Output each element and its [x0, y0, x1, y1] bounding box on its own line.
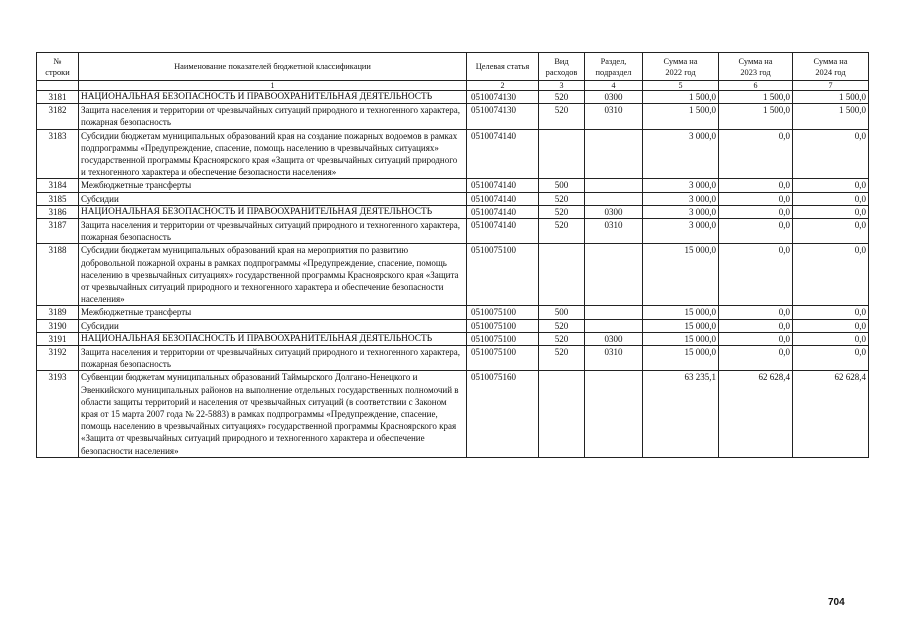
row-expense-kind: 520 — [539, 205, 585, 218]
row-target-article: 0510074130 — [467, 104, 539, 129]
row-sum-2023: 0,0 — [719, 179, 793, 192]
col-header-target: Целевая статья — [467, 53, 539, 81]
row-name: Защита населения и территории от чрезвычайных ситуаций природного и техногенного характера, пожарная безопасность — [79, 219, 467, 244]
row-sum-2024: 0,0 — [793, 319, 869, 332]
row-sum-2023: 62 628,4 — [719, 371, 793, 457]
table-row — [37, 371, 869, 457]
row-section: 0310 — [585, 219, 643, 244]
row-sum-2022: 15 000,0 — [643, 306, 719, 319]
row-sum-2024: 0,0 — [793, 192, 869, 205]
row-number: 3193 — [37, 371, 79, 457]
col-number — [37, 81, 79, 91]
row-expense-kind: 500 — [539, 179, 585, 192]
row-number: 3182 — [37, 104, 79, 129]
row-name: Субсидии — [79, 319, 467, 332]
table-row — [37, 332, 869, 345]
row-sum-2024: 0,0 — [793, 306, 869, 319]
row-section: 0300 — [585, 205, 643, 218]
col-header-sum-2023: Сумма на 2023 год — [719, 53, 793, 81]
row-target-article: 0510074140 — [467, 192, 539, 205]
row-expense-kind: 520 — [539, 346, 585, 371]
table-row — [37, 346, 869, 371]
row-sum-2023: 0,0 — [719, 205, 793, 218]
col-number: 1 — [79, 81, 467, 91]
row-name: НАЦИОНАЛЬНАЯ БЕЗОПАСНОСТЬ И ПРАВООХРАНИТЕЛЬНАЯ ДЕЯТЕЛЬНОСТЬ — [79, 91, 467, 104]
row-expense-kind: 520 — [539, 319, 585, 332]
col-header-sum-2022: Сумма на 2022 год — [643, 53, 719, 81]
table-row — [37, 319, 869, 332]
table-row — [37, 219, 869, 244]
row-section — [585, 319, 643, 332]
row-sum-2022: 1 500,0 — [643, 104, 719, 129]
col-number: 4 — [585, 81, 643, 91]
row-number: 3191 — [37, 332, 79, 345]
row-expense-kind: 520 — [539, 219, 585, 244]
row-number: 3181 — [37, 91, 79, 104]
row-sum-2024: 0,0 — [793, 332, 869, 345]
row-sum-2022: 1 500,0 — [643, 91, 719, 104]
row-number: 3188 — [37, 244, 79, 306]
row-name: Межбюджетные трансферты — [79, 306, 467, 319]
row-name: НАЦИОНАЛЬНАЯ БЕЗОПАСНОСТЬ И ПРАВООХРАНИТЕЛЬНАЯ ДЕЯТЕЛЬНОСТЬ — [79, 205, 467, 218]
table-header — [37, 53, 869, 91]
row-sum-2022: 63 235,1 — [643, 371, 719, 457]
row-sum-2023: 0,0 — [719, 129, 793, 179]
table-row — [37, 244, 869, 306]
row-section: 0300 — [585, 332, 643, 345]
row-sum-2022: 15 000,0 — [643, 244, 719, 306]
table-row — [37, 179, 869, 192]
row-section — [585, 129, 643, 179]
row-sum-2022: 15 000,0 — [643, 332, 719, 345]
row-sum-2024: 0,0 — [793, 219, 869, 244]
row-sum-2022: 3 000,0 — [643, 205, 719, 218]
row-name: Межбюджетные трансферты — [79, 179, 467, 192]
row-number: 3184 — [37, 179, 79, 192]
col-number: 5 — [643, 81, 719, 91]
row-sum-2022: 3 000,0 — [643, 129, 719, 179]
table-row — [37, 306, 869, 319]
row-sum-2022: 15 000,0 — [643, 346, 719, 371]
row-sum-2023: 0,0 — [719, 332, 793, 345]
col-number: 6 — [719, 81, 793, 91]
row-number: 3189 — [37, 306, 79, 319]
row-sum-2023: 0,0 — [719, 346, 793, 371]
row-sum-2023: 0,0 — [719, 192, 793, 205]
col-header-section: Раздел, подраздел — [585, 53, 643, 81]
row-sum-2022: 3 000,0 — [643, 179, 719, 192]
row-section — [585, 244, 643, 306]
row-target-article: 0510074140 — [467, 205, 539, 218]
row-sum-2022: 3 000,0 — [643, 219, 719, 244]
row-expense-kind: 520 — [539, 332, 585, 345]
row-target-article: 0510075100 — [467, 332, 539, 345]
row-sum-2023: 0,0 — [719, 306, 793, 319]
row-name: Субвенции бюджетам муниципальных образований Таймырского Долгано-Ненецкого и Эвенкийского муниципальных районов на выполнение отдельных государственных полномочий в области защиты территорий и населения от чрезвычайных ситуаций (в соответствии с Законом края от 15 марта 2007 года № 22-5883) в рамках подпрограммы «Предупреждение, спасение, помощь населению в чрезвычайных ситуациях» государственной программы Красноярского края «Защита от чрезвычайных ситуаций природного и техногенного характера и обеспечение безопасности населения» — [79, 371, 467, 457]
row-section — [585, 192, 643, 205]
table-row — [37, 129, 869, 179]
row-section: 0310 — [585, 104, 643, 129]
row-section — [585, 179, 643, 192]
budget-table — [36, 52, 869, 458]
row-expense-kind: 520 — [539, 91, 585, 104]
col-number: 2 — [467, 81, 539, 91]
row-section — [585, 306, 643, 319]
row-sum-2023: 1 500,0 — [719, 104, 793, 129]
row-name: Субсидии — [79, 192, 467, 205]
col-header-kind: Вид расходов — [539, 53, 585, 81]
row-target-article: 0510075100 — [467, 306, 539, 319]
col-number: 7 — [793, 81, 869, 91]
row-section: 0310 — [585, 346, 643, 371]
row-target-article: 0510075100 — [467, 346, 539, 371]
row-sum-2023: 0,0 — [719, 244, 793, 306]
row-target-article: 0510074140 — [467, 179, 539, 192]
row-target-article: 0510075100 — [467, 244, 539, 306]
row-expense-kind: 500 — [539, 306, 585, 319]
row-sum-2023: 0,0 — [719, 219, 793, 244]
row-target-article: 0510075100 — [467, 319, 539, 332]
row-number: 3183 — [37, 129, 79, 179]
row-sum-2024: 0,0 — [793, 346, 869, 371]
row-sum-2022: 3 000,0 — [643, 192, 719, 205]
row-target-article: 0510074130 — [467, 91, 539, 104]
row-target-article: 0510075160 — [467, 371, 539, 457]
page-number: 704 — [828, 597, 845, 608]
row-expense-kind — [539, 371, 585, 457]
column-number-row — [37, 81, 869, 91]
row-name: Субсидии бюджетам муниципальных образований края на мероприятия по развитию добровольной пожарной охраны в рамках подпрограммы «Предупреждение, спасение, помощь населению в чрезвычайных ситуациях» государственной программы Красноярского края «Защита от чрезвычайных ситуаций природного и техногенного характера и обеспечение безопасности населения» — [79, 244, 467, 306]
col-header-sum-2024: Сумма на 2024 год — [793, 53, 869, 81]
row-sum-2022: 15 000,0 — [643, 319, 719, 332]
row-sum-2023: 0,0 — [719, 319, 793, 332]
col-header-row-no: № строки — [37, 53, 79, 81]
row-name: Субсидии бюджетам муниципальных образований края на создание пожарных водоемов в рамках подпрограммы «Предупреждение, спасение, помощь населению в чрезвычайных ситуациях» государственной программы Красноярского края «Защита от чрезвычайных ситуаций природного и техногенного характера и обеспечение безопасности населения» — [79, 129, 467, 179]
row-section — [585, 371, 643, 457]
row-sum-2023: 1 500,0 — [719, 91, 793, 104]
row-expense-kind — [539, 244, 585, 306]
row-number: 3187 — [37, 219, 79, 244]
row-name: Защита населения и территории от чрезвычайных ситуаций природного и техногенного характера, пожарная безопасность — [79, 104, 467, 129]
row-target-article: 0510074140 — [467, 129, 539, 179]
row-expense-kind — [539, 129, 585, 179]
row-expense-kind: 520 — [539, 192, 585, 205]
table-row — [37, 205, 869, 218]
table-body — [37, 91, 869, 458]
row-sum-2024: 0,0 — [793, 205, 869, 218]
row-section: 0300 — [585, 91, 643, 104]
table-row — [37, 104, 869, 129]
row-target-article: 0510074140 — [467, 219, 539, 244]
row-name: НАЦИОНАЛЬНАЯ БЕЗОПАСНОСТЬ И ПРАВООХРАНИТЕЛЬНАЯ ДЕЯТЕЛЬНОСТЬ — [79, 332, 467, 345]
col-number: 3 — [539, 81, 585, 91]
table-row — [37, 91, 869, 104]
row-name: Защита населения и территории от чрезвычайных ситуаций природного и техногенного характера, пожарная безопасность — [79, 346, 467, 371]
row-sum-2024: 0,0 — [793, 244, 869, 306]
row-number: 3190 — [37, 319, 79, 332]
row-sum-2024: 62 628,4 — [793, 371, 869, 457]
row-number: 3192 — [37, 346, 79, 371]
row-number: 3185 — [37, 192, 79, 205]
row-sum-2024: 1 500,0 — [793, 104, 869, 129]
table-row — [37, 192, 869, 205]
row-sum-2024: 1 500,0 — [793, 91, 869, 104]
row-number: 3186 — [37, 205, 79, 218]
row-expense-kind: 520 — [539, 104, 585, 129]
col-header-name: Наименование показателей бюджетной классификации — [79, 53, 467, 81]
row-sum-2024: 0,0 — [793, 179, 869, 192]
row-sum-2024: 0,0 — [793, 129, 869, 179]
